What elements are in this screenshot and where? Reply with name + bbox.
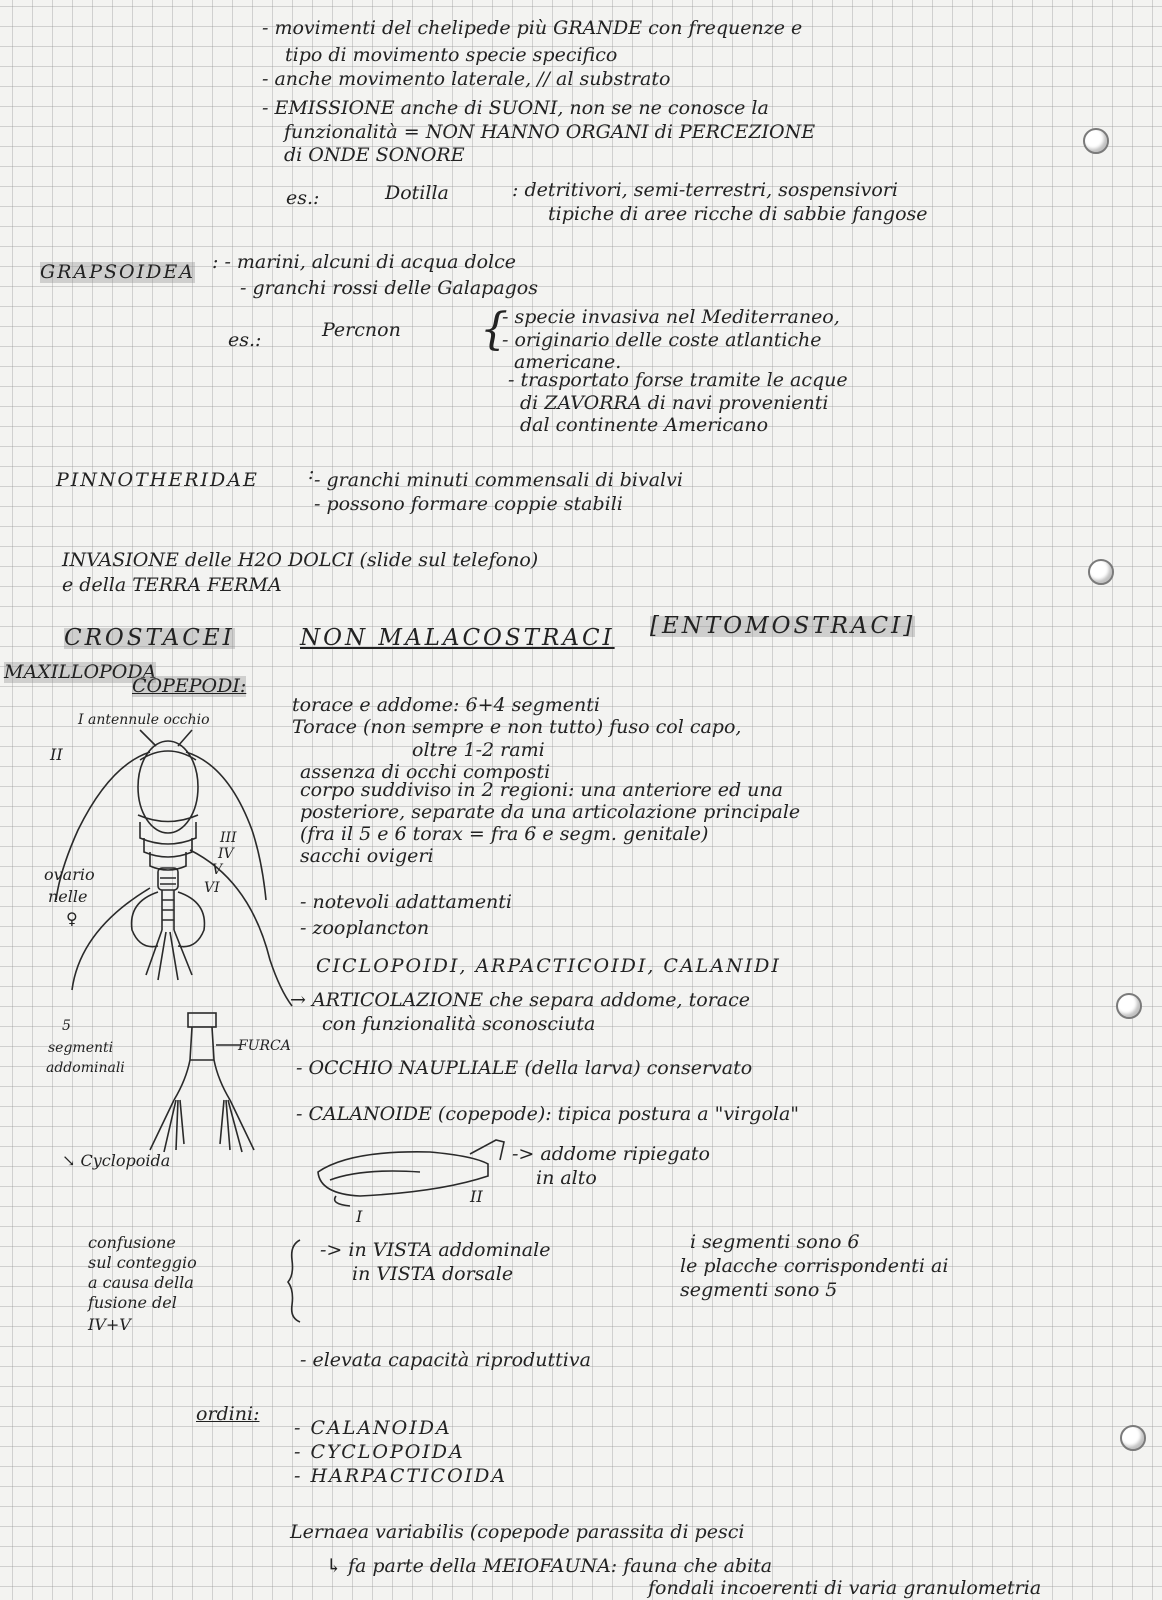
note-line: Torace (non sempre e non tutto) fuso col capo,	[292, 716, 742, 738]
note-line: sul conteggio	[88, 1253, 197, 1272]
note-line: - EMISSIONE anche di SUONI, non se ne conosce la	[262, 97, 769, 119]
note-line: e della TERRA FERMA	[62, 574, 282, 596]
note-line: dal continente Americano	[520, 414, 769, 436]
note-line: IV+V	[88, 1315, 131, 1334]
note-line: di ONDE SONORE	[284, 144, 465, 166]
note-line: - specie invasiva nel Mediterraneo,	[502, 306, 840, 328]
drawing-label: I antennule occhio	[78, 712, 210, 728]
brace: {	[480, 304, 508, 355]
subheading: MAXILLOPODA	[4, 661, 157, 683]
note-line: -> in VISTA addominale	[320, 1239, 551, 1261]
note-line: le placche corrispondenti ai	[680, 1255, 949, 1277]
note-line: assenza di occhi composti	[300, 761, 551, 783]
drawing-label: II	[50, 745, 63, 764]
note-line: americane.	[514, 351, 622, 373]
note-line: - zooplancton	[300, 917, 430, 939]
drawing-label: I	[356, 1207, 363, 1226]
note-line: fusione del	[88, 1293, 177, 1312]
drawing-label: segmenti	[48, 1040, 114, 1056]
drawing-label: III	[220, 830, 237, 846]
note-line: oltre 1-2 rami	[412, 739, 545, 761]
drawing-label: addominali	[46, 1060, 125, 1076]
note-line: Lernaea variabilis (copepode parassita di pesci	[290, 1521, 745, 1543]
example-label: es.:	[228, 329, 262, 351]
note-line: - anche movimento laterale, // al substrato	[262, 68, 671, 90]
list-item: - CYCLOPOIDA	[294, 1441, 465, 1463]
example-name: Percnon	[322, 319, 401, 341]
subheading: COPEPODI:	[132, 675, 247, 697]
note-line: - trasportato forse tramite le acque	[508, 369, 848, 391]
drawing-label: ovario	[44, 865, 95, 884]
drawing-label: FURCA	[238, 1038, 291, 1054]
note-line: in alto	[536, 1167, 597, 1189]
note-line: - OCCHIO NAUPLIALE (della larva) conservato	[296, 1057, 753, 1079]
note-line: - granchi minuti commensali di bivalvi	[314, 469, 683, 491]
drawing-label: II	[470, 1187, 483, 1206]
note-line: segmenti sono 5	[680, 1279, 838, 1301]
note-line: di ZAVORRA di navi provenienti	[520, 392, 829, 414]
taxon-heading: PINNOTHERIDAE	[56, 469, 259, 491]
note-line: - movimenti del chelipede più GRANDE con frequenze e	[262, 17, 803, 39]
section-heading: [ENTOMOSTRACI]	[650, 613, 916, 639]
note-line: : detritivori, semi-terrestri, sospensivori	[512, 179, 898, 201]
note-line: a causa della	[88, 1273, 194, 1292]
example-name: Dotilla	[385, 182, 449, 204]
example-label: es.:	[286, 187, 320, 209]
drawing-label: ↘ Cyclopoida	[62, 1151, 171, 1170]
drawing-label: VI	[204, 880, 220, 896]
note-line: - CALANOIDE (copepode): tipica postura a "virgola"	[296, 1103, 800, 1125]
note-line: → ARTICOLAZIONE che separa addome, torace	[290, 989, 750, 1011]
note-line: tipo di movimento specie specifico	[285, 44, 618, 66]
note-line: funzionalità = NON HANNO ORGANI di PERCEZIONE	[284, 121, 816, 143]
note-line: con funzionalità sconosciuta	[322, 1013, 596, 1035]
section-heading: NON MALACOSTRACI	[300, 625, 615, 651]
note-line: corpo suddiviso in 2 regioni: una anteriore ed una	[300, 779, 783, 801]
drawing-label: ♀	[66, 909, 78, 928]
note-line: INVASIONE delle H2O DOLCI (slide sul telefono)	[62, 549, 539, 571]
note-line: i segmenti sono 6	[690, 1231, 860, 1253]
note-line: (fra il 5 e 6 torax = fra 6 e segm. genitale)	[300, 823, 709, 845]
note-line: tipiche di aree ricche di sabbie fangose	[548, 203, 928, 225]
drawing-label: nelle	[48, 887, 88, 906]
note-line: sacchi ovigeri	[300, 845, 434, 867]
subheading: ordini:	[196, 1403, 260, 1425]
separator: :	[308, 462, 315, 484]
note-line: confusione	[88, 1233, 176, 1252]
section-heading: CROSTACEI	[64, 625, 235, 651]
list-item: - HARPACTICOIDA	[294, 1465, 508, 1487]
note-line: -> addome ripiegato	[512, 1143, 710, 1165]
note-line: - elevata capacità riproduttiva	[300, 1349, 591, 1371]
drawing-label: V	[212, 862, 223, 878]
note-line: - originario delle coste atlantiche	[502, 329, 822, 351]
note-line: in VISTA dorsale	[352, 1263, 514, 1285]
note-line: : - marini, alcuni di acqua dolce	[212, 251, 517, 273]
drawing-label: 5	[62, 1018, 71, 1034]
note-line: torace e addome: 6+4 segmenti	[292, 694, 600, 716]
taxon-heading: GRAPSOIDEA	[40, 261, 195, 283]
note-line: CICLOPOIDI, ARPACTICOIDI, CALANIDI	[316, 955, 781, 977]
note-line: - granchi rossi delle Galapagos	[240, 277, 538, 299]
note-line: fondali incoerenti di varia granulometria	[648, 1577, 1042, 1599]
drawing-label: IV	[218, 846, 234, 862]
list-item: - CALANOIDA	[294, 1417, 452, 1439]
note-line: - possono formare coppie stabili	[314, 493, 623, 515]
note-line: ↳ fa parte della MEIOFAUNA: fauna che abita	[326, 1555, 773, 1577]
note-line: - notevoli adattamenti	[300, 891, 513, 913]
note-line: posteriore, separate da una articolazione principale	[300, 801, 801, 823]
